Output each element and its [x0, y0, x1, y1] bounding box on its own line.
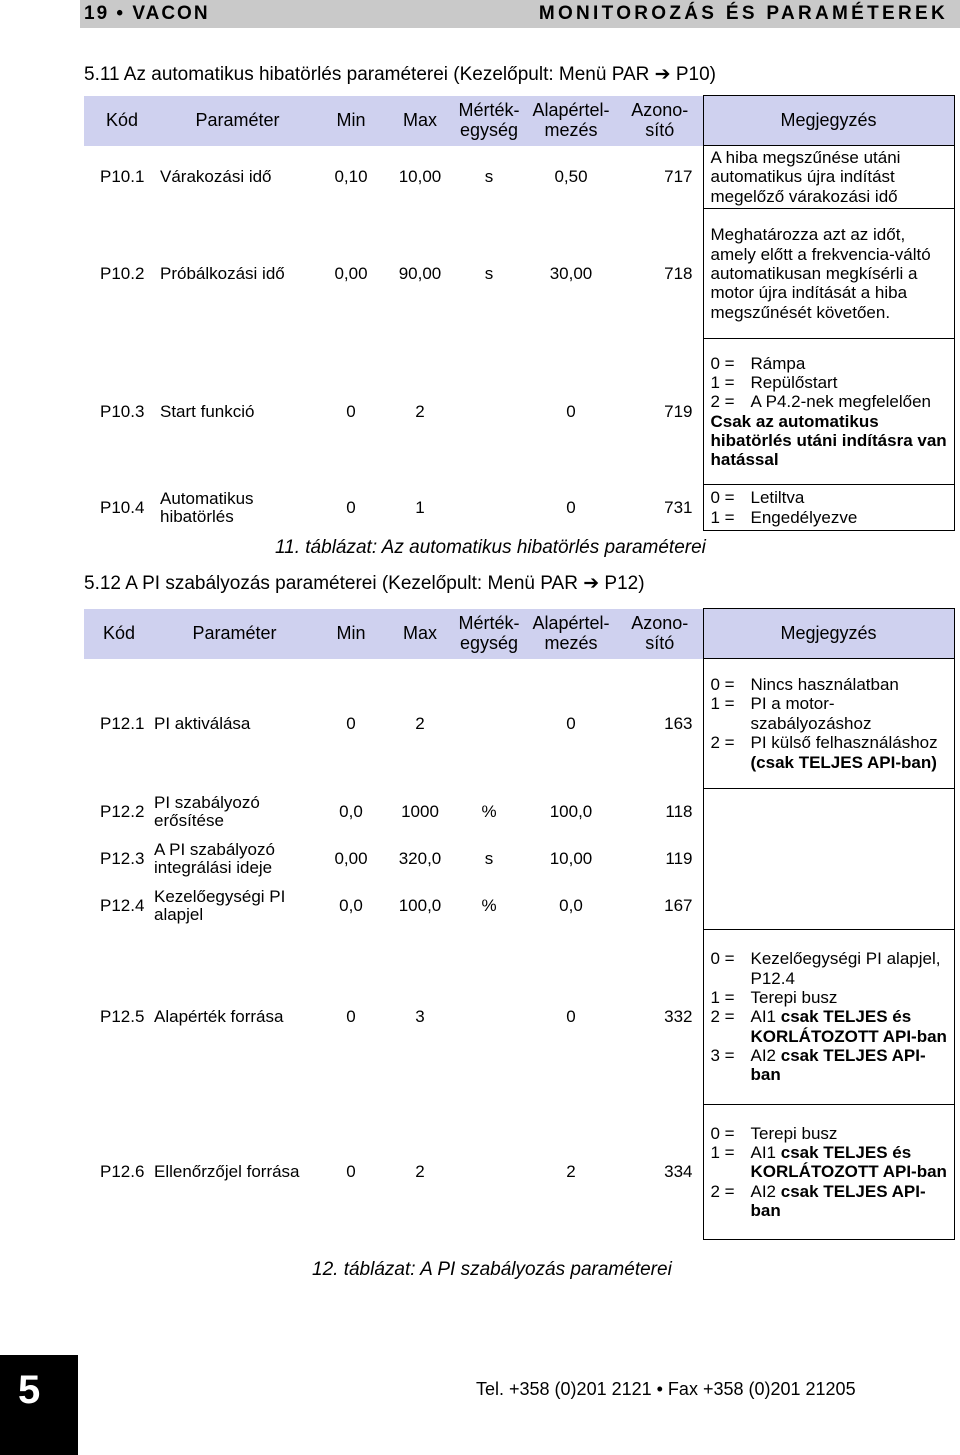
param-name: Automatikus hibatörlés [160, 488, 254, 526]
note-key: 1 = [710, 507, 735, 527]
chapter-tab-number: 5 [18, 1368, 41, 1412]
param-notes [703, 930, 954, 1105]
note-text-wrap [751, 949, 950, 988]
param-name: PI aktiválása [154, 713, 251, 733]
note-text-wrap [751, 392, 950, 411]
param-code: P12.4 [100, 896, 145, 916]
note-key: 2 = [710, 392, 735, 412]
note-text-wrap [711, 412, 950, 470]
note-line [711, 1124, 950, 1143]
param-name: Start funkció [160, 401, 255, 421]
param-unit: s [484, 167, 494, 187]
col-notes: Megjegyzés [703, 96, 954, 146]
param-max: 2 [415, 1162, 425, 1182]
param-name: PI szabályozó erősítése [154, 793, 260, 830]
param-max: 1 [415, 497, 425, 517]
note-text-wrap [751, 373, 950, 392]
param-name: Ellenőrzőjel forrása [154, 1162, 300, 1182]
section-5-11-title: 5.11 Az automatikus hibatörlés paraméterei (Kezelőpult: Menü PAR ➔ P10) [84, 64, 716, 85]
param-name: Kezelőegységi PI alapjel [154, 887, 286, 924]
param-code: P12.6 [100, 1162, 145, 1182]
note-text: PI a motor-szabályozáshoz [750, 694, 872, 733]
param-unit: s [484, 849, 494, 869]
param-id: 717 [664, 167, 693, 187]
param-min: 0,00 [334, 849, 368, 869]
note-text-wrap [751, 508, 950, 527]
param-id: 163 [664, 713, 693, 733]
table-header-row [84, 96, 954, 146]
note-text-wrap [751, 1124, 950, 1143]
note-key: 2 = [710, 733, 735, 753]
param-code: P10.1 [100, 167, 145, 187]
note-text: A P4.2-nek megfelelően [750, 392, 932, 412]
note-text: Kezelőegységi PI alapjel, P12.4 [750, 949, 941, 988]
note-line [711, 508, 950, 527]
param-code: P10.4 [100, 497, 145, 517]
param-min: 0 [346, 497, 356, 517]
note-key: 0 = [710, 949, 735, 969]
note-key: 2 = [710, 1007, 735, 1027]
note-line [711, 488, 950, 507]
note-text: Csak az automatikus hibatörlés utáni indításra van hatással [710, 411, 947, 470]
note-line [711, 675, 950, 694]
section-5-12-title: 5.12 A PI szabályozás paraméterei (Kezelőpult: Menü PAR ➔ P12) [84, 573, 645, 594]
col-unit: Mérték-egység [453, 609, 525, 659]
note-text: Engedélyezve [750, 507, 858, 527]
note-text-wrap [751, 733, 950, 772]
col-param: Paraméter [154, 609, 315, 659]
col-code: Kód [84, 96, 160, 146]
param-max: 2 [415, 401, 425, 421]
param-id: 731 [664, 497, 693, 517]
col-min: Min [315, 96, 387, 146]
note-text-wrap [711, 225, 950, 322]
note-text-wrap [711, 148, 950, 206]
note-bold-text: (csak TELJES API-ban) [750, 752, 937, 772]
note-text: Repülőstart [750, 372, 838, 392]
param-id: 332 [664, 1007, 693, 1027]
table-pi-control [84, 608, 955, 1240]
param-name: Várakozási idő [160, 167, 272, 187]
param-unit [453, 1105, 525, 1240]
table-header-row [84, 609, 954, 659]
note-text-wrap [751, 1182, 950, 1221]
note-text-wrap [751, 675, 950, 694]
note-line [711, 225, 950, 322]
note-text: AI2 [750, 1181, 777, 1201]
param-min: 0 [346, 713, 356, 733]
note-text: Rámpa [750, 353, 806, 373]
param-default: 0 [566, 497, 576, 517]
note-key: 2 = [710, 1181, 735, 1201]
param-name: A PI szabályozó integrálási ideje [154, 840, 275, 877]
note-line [711, 733, 950, 772]
table-row [84, 1105, 954, 1240]
param-id: 718 [664, 263, 693, 283]
chapter-title: MONITOROZÁS ÉS PARAMÉTEREK [538, 3, 948, 24]
note-bold-text: csak TELJES API-ban [750, 1181, 926, 1221]
note-line [711, 354, 950, 373]
note-text: AI1 [750, 1007, 777, 1027]
col-default: Alapértel-mezés [525, 609, 617, 659]
note-line [711, 392, 950, 411]
col-default: Alapértel-mezés [525, 96, 617, 146]
param-unit [453, 339, 525, 485]
param-default: 100,0 [549, 802, 593, 822]
note-text: Letiltva [750, 488, 805, 508]
note-line [711, 148, 950, 206]
table-row [84, 209, 954, 339]
note-line [711, 1046, 950, 1085]
param-unit: % [481, 896, 497, 916]
note-text-wrap [751, 354, 950, 373]
param-min: 0,0 [339, 802, 363, 822]
table-11-caption: 11. táblázat: Az automatikus hibatörlés paraméterei [275, 537, 706, 558]
note-text: Terepi busz [750, 987, 838, 1007]
col-code: Kód [84, 609, 154, 659]
param-min: 0,10 [334, 167, 368, 187]
note-bold-text: csak TELJES és KORLÁTOZOTT API-ban [750, 1007, 947, 1046]
note-key: 1 = [710, 372, 735, 392]
note-text-wrap [751, 1007, 950, 1046]
param-name: Alapérték forrása [154, 1007, 284, 1027]
param-code: P12.3 [100, 849, 145, 869]
note-line [711, 988, 950, 1007]
col-id: Azono-sító [617, 609, 703, 659]
param-min: 0,0 [339, 896, 363, 916]
param-id: 719 [664, 401, 693, 421]
table-row [84, 146, 954, 209]
param-unit [453, 485, 525, 531]
param-notes [703, 485, 954, 531]
table-12-caption: 12. táblázat: A PI szabályozás paraméterei [312, 1259, 672, 1280]
note-line [711, 1007, 950, 1046]
note-key: 0 = [710, 675, 735, 695]
param-code: P10.3 [100, 401, 145, 421]
note-text: Meghatározza azt az időt, amely előtt a frekvencia-váltó automatikusan megkísérli a motor újra indítását a hiba megszűnését követően. [710, 225, 931, 322]
col-unit: Mérték-egység [453, 96, 525, 146]
param-default: 0 [566, 1007, 576, 1027]
param-code: P12.5 [100, 1007, 145, 1027]
note-line [711, 949, 950, 988]
note-line [711, 694, 950, 733]
param-max: 10,00 [398, 167, 442, 187]
table-row [84, 930, 954, 1105]
param-code: P10.2 [100, 263, 145, 283]
param-max: 100,0 [398, 896, 442, 916]
note-text-wrap [751, 988, 950, 1007]
param-min: 0 [346, 1162, 356, 1182]
note-key: 0 = [710, 1123, 735, 1143]
param-notes-empty [703, 789, 954, 930]
param-default: 30,00 [549, 263, 593, 283]
param-min: 0 [346, 1007, 356, 1027]
col-notes: Megjegyzés [703, 609, 954, 659]
param-notes [703, 146, 954, 209]
param-default: 10,00 [549, 849, 593, 869]
param-max: 3 [415, 1007, 425, 1027]
param-default: 0,0 [559, 896, 583, 916]
note-line [711, 1143, 950, 1182]
note-text: PI külső felhasználáshoz [750, 733, 938, 753]
note-bold-text: csak TELJES és KORLÁTOZOTT API-ban [750, 1142, 947, 1182]
param-unit [453, 659, 525, 789]
param-unit [453, 930, 525, 1105]
note-text: Nincs használatban [750, 675, 899, 695]
param-default: 0 [566, 401, 576, 421]
param-default: 0 [566, 713, 576, 733]
note-key: 1 = [710, 1142, 735, 1162]
param-default: 0,50 [554, 167, 588, 187]
param-unit: % [481, 802, 497, 822]
param-default: 2 [566, 1162, 576, 1182]
param-max: 90,00 [398, 263, 442, 283]
table-row [84, 659, 954, 789]
param-max: 2 [415, 713, 425, 733]
param-id: 118 [665, 802, 693, 822]
param-name: Próbálkozási idő [160, 263, 285, 283]
col-min: Min [315, 609, 387, 659]
col-id: Azono-sító [617, 96, 703, 146]
note-text-wrap [751, 1046, 950, 1085]
note-line [711, 1182, 950, 1221]
note-text: AI1 [750, 1142, 777, 1162]
param-max: 1000 [401, 802, 439, 822]
param-notes [703, 659, 954, 789]
note-text-wrap [751, 694, 950, 733]
table-row [84, 789, 954, 836]
note-key: 0 = [710, 353, 735, 373]
note-text-wrap [751, 488, 950, 507]
table-row [84, 339, 954, 485]
table-auto-reset [84, 95, 955, 531]
note-bold-text: csak TELJES API-ban [750, 1046, 926, 1085]
param-max: 320,0 [398, 849, 442, 869]
footer-contact: Tel. +358 (0)201 2121 • Fax +358 (0)201 21205 [476, 1379, 856, 1399]
col-param: Paraméter [160, 96, 315, 146]
note-text-wrap [751, 1143, 950, 1182]
note-key: 3 = [710, 1046, 735, 1066]
note-key: 1 = [710, 987, 735, 1007]
param-notes [703, 339, 954, 485]
param-code: P12.2 [100, 802, 145, 822]
col-max: Max [387, 96, 453, 146]
param-notes [703, 209, 954, 339]
note-line [711, 373, 950, 392]
param-notes [703, 1105, 954, 1240]
param-unit: s [484, 263, 494, 283]
note-key: 0 = [710, 488, 735, 508]
param-id: 334 [664, 1162, 693, 1182]
param-id: 119 [665, 849, 693, 869]
note-text: AI2 [750, 1046, 777, 1066]
param-min: 0,00 [334, 263, 368, 283]
note-key: 1 = [710, 694, 735, 714]
note-line [711, 412, 950, 470]
note-text: A hiba megszűnése utáni automatikus újra indítást megelőző várakozási idő [710, 148, 901, 206]
param-code: P12.1 [100, 713, 145, 733]
note-text: Terepi busz [750, 1123, 838, 1143]
page-number-brand: 19 • VACON [84, 3, 210, 24]
col-max: Max [387, 609, 453, 659]
param-min: 0 [346, 401, 356, 421]
param-id: 167 [664, 896, 693, 916]
table-row [84, 485, 954, 531]
